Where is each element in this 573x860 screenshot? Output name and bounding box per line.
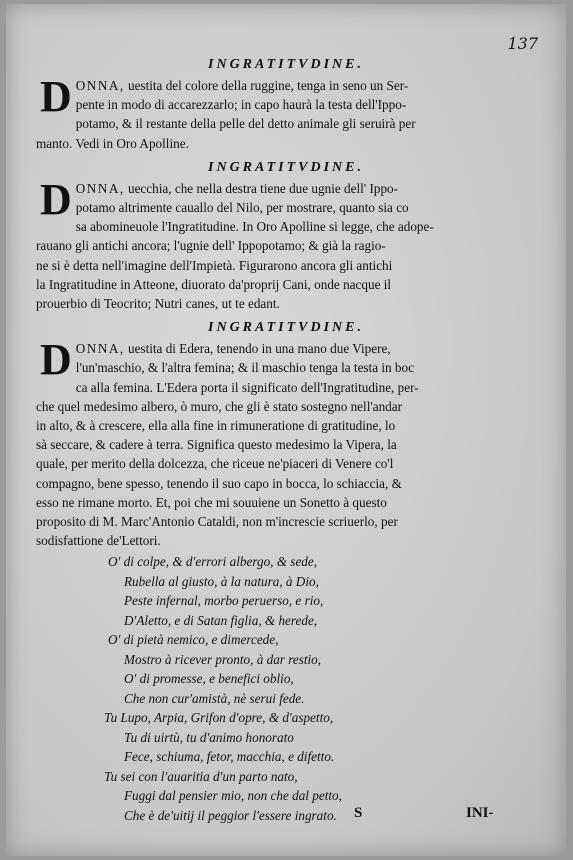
sonnet-line: O' di promesse, e benefici oblio, xyxy=(124,671,294,687)
drop-cap: D xyxy=(40,335,72,385)
sonnet xyxy=(36,552,536,825)
sonnet-line: Tu sei con l'auaritia d'un parto nato, xyxy=(104,768,298,784)
text-line: compagno, bene spesso, tenendo il suo capo in bocca, lo schiaccia, & xyxy=(36,475,402,491)
text-line: ne si è detta nell'imagine dell'Impietà. Figurarono ancora gli antichi xyxy=(36,257,393,273)
section xyxy=(36,54,536,153)
lead-word: ONNA, xyxy=(75,78,125,93)
text-line: quale, per merito della dolcezza, che riceue ne'piaceri di Venere co'l xyxy=(36,456,394,472)
sonnet-line: O' di pietà nemico, e dimercede, xyxy=(108,632,279,648)
sonnet-line: D'Aletto, e di Satan figlia, & herede, xyxy=(124,612,318,628)
sonnet-line: Tu Lupo, Arpia, Grifon d'opre, & d'aspetto, xyxy=(104,710,334,726)
text-line: manto. Vedi in Oro Apolline. xyxy=(36,135,189,151)
text-line: prouerbio di Teocrito; Nutri canes, ut te edant. xyxy=(36,296,280,312)
lead-word: ONNA, xyxy=(75,341,125,357)
text-line: la Ingratitudine in Atteone, diuorato da'proprij Cani, onde nacque il xyxy=(36,276,392,292)
text-line: in alto, & à crescere, ella alla fine in rimuneratione di gratitudine, lo xyxy=(36,418,396,434)
drop-cap: D xyxy=(40,72,72,121)
text-line: proposito di M. Marc'Antonio Cataldi, non m'increscie scriuerlo, per xyxy=(36,514,398,530)
text-line: ca alla femina. L'Edera porta il significato dell'Ingratitudine, per- xyxy=(75,379,419,395)
sonnet-line: Fuggi dal pensier mio, non che dal petto, xyxy=(124,788,342,804)
sonnet-line: Fece, schiuma, fetor, macchia, e difetto. xyxy=(124,749,335,765)
text-line: sà seccare, & cadere à terra. Significa questo medesimo la Vipera, la xyxy=(36,437,397,453)
text-line: sodisfattione de'Lettori. xyxy=(36,533,161,549)
text-line: l'un'maschio, & l'altra femina; & il maschio tenga la testa in boc xyxy=(75,360,414,376)
text-line: pente in modo di accarezzarlo; in capo haurà la testa dell'Ippo- xyxy=(75,97,407,113)
text-line: che quel medesimo albero, ò muro, che gli è stato sostegno nell'andar xyxy=(36,398,403,414)
sonnet-line: Rubella al giusto, à la natura, à Dio, xyxy=(124,573,319,589)
text-line: uestita del colore della ruggine, tenga in seno un Ser- xyxy=(124,78,409,93)
sonnet-line: Che non cur'amistà, nè serui fede. xyxy=(124,690,305,706)
sonnet-line: Che è de'uitij il peggior l'essere ingrato. xyxy=(124,807,337,823)
text-line: rauano gli antichi ancora; l'ugnie dell' Ippopotamo; & già la ragio- xyxy=(36,238,386,254)
signature-mark: S xyxy=(354,805,363,821)
section-heading: INGRATITVDINE. xyxy=(208,57,364,72)
text-block xyxy=(36,54,536,825)
section xyxy=(36,317,536,550)
paragraph xyxy=(36,72,536,153)
page-number: 137 xyxy=(507,34,538,53)
sonnet-line: O' di colpe, & d'errori albergo, & sede, xyxy=(108,554,318,570)
section-heading: INGRATITVDINE. xyxy=(208,320,364,336)
text-line: esso ne rimane morto. Et, poi che mi souuiene un Sonetto à questo xyxy=(36,494,387,510)
catchword: INI- xyxy=(466,805,494,821)
text-line: uecchia, che nella destra tiene due ugnie dell' Ippo- xyxy=(124,180,399,196)
text-line: potamo, & il restante della pelle del detto animale gli seruirà per xyxy=(75,116,416,132)
drop-cap: D xyxy=(40,174,72,224)
text-line: sa abomineuole l'Ingratitudine. In Oro Apolline si legge, che adope- xyxy=(75,219,434,235)
text-line: uestita di Edera, tenendo in una mano due Vipere, xyxy=(124,341,391,357)
sonnet-line: Mostro à ricever pronto, à dar restio, xyxy=(124,651,322,667)
text-line: potamo altrimente cauallo del Nilo, per mostrare, quanto sia co xyxy=(75,200,409,216)
sonnet-line: Tu di uirtù, tu d'animo honorato xyxy=(124,729,294,745)
section-heading: INGRATITVDINE. xyxy=(208,159,364,175)
book-page xyxy=(6,4,566,856)
sonnet-line: Peste infernal, morbo peruerso, e rio, xyxy=(124,593,324,609)
paragraph xyxy=(36,174,536,313)
section xyxy=(36,157,536,313)
paragraph xyxy=(36,335,536,550)
lead-word: ONNA, xyxy=(75,180,125,196)
